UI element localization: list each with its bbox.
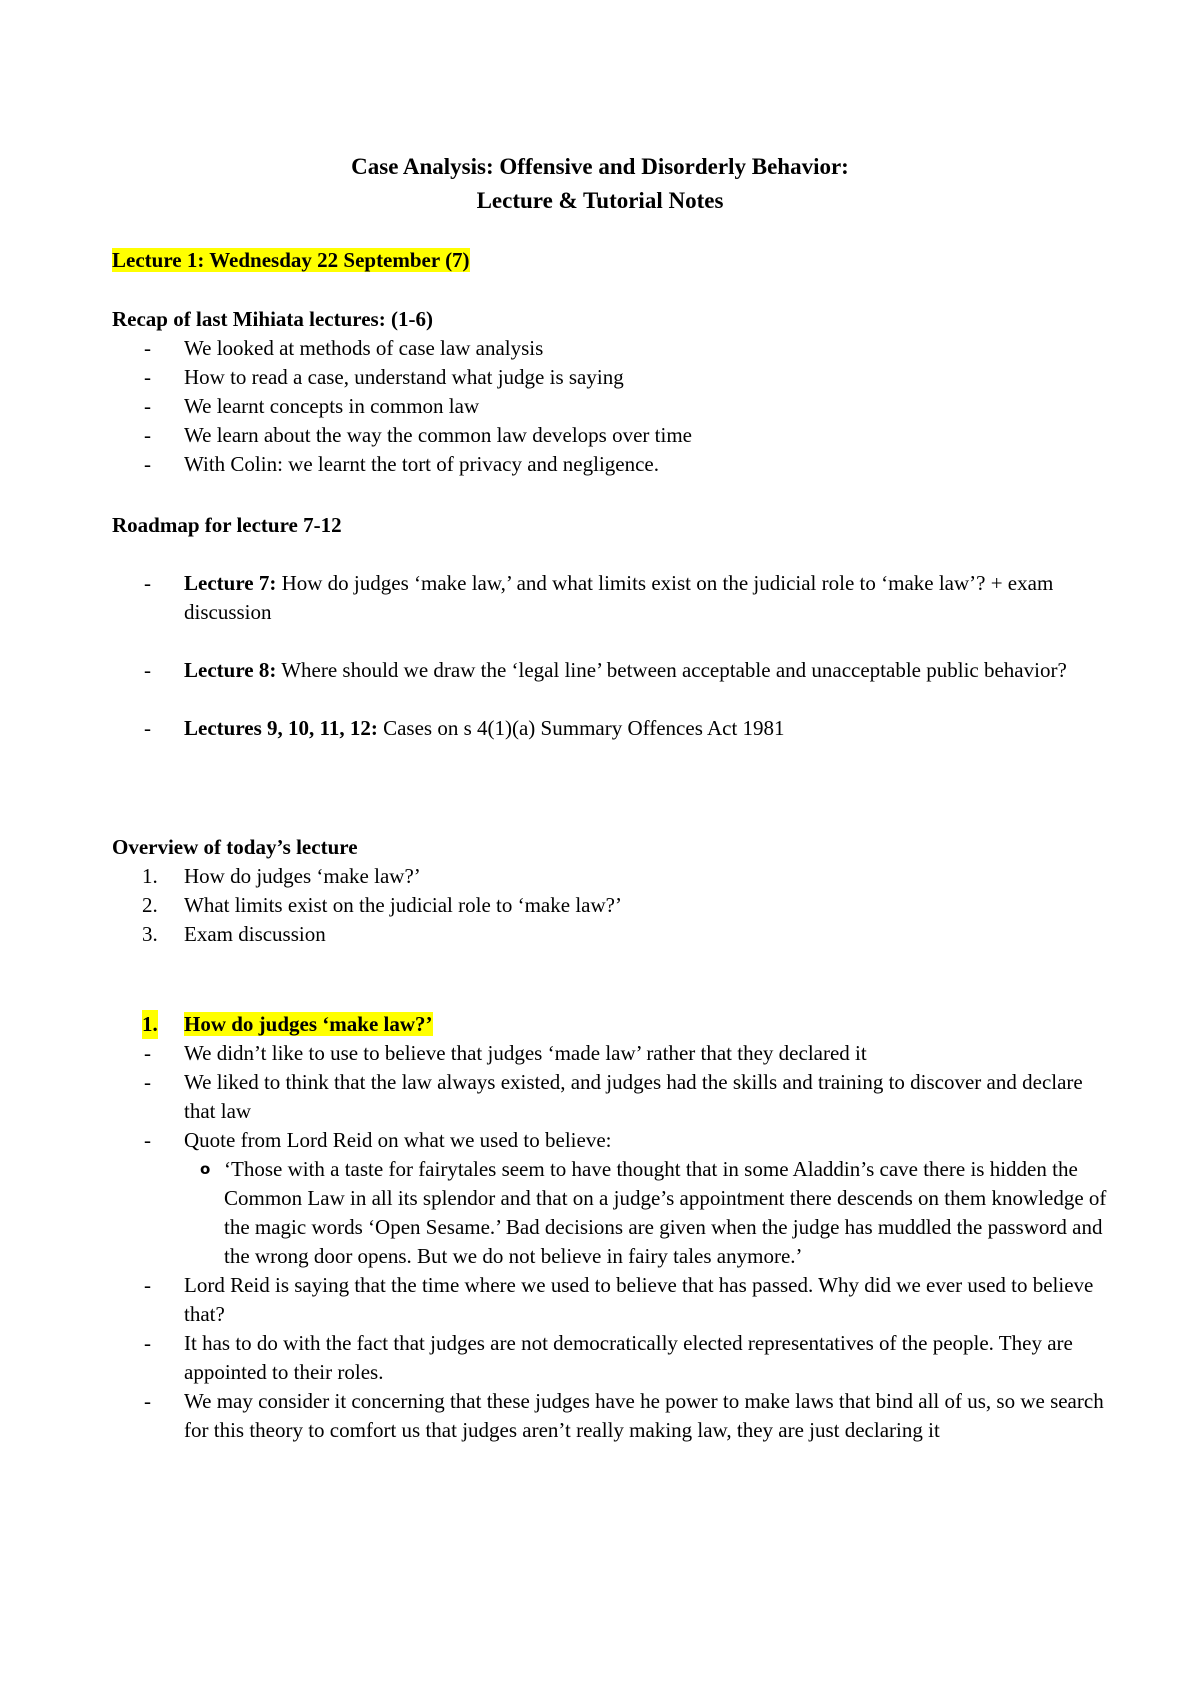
lecture-heading: Lecture 1: Wednesday 22 September (7)	[112, 248, 470, 272]
list-item: - We didn’t like to use to believe that judges ‘made law’ rather that they declared it	[112, 1039, 1112, 1068]
roadmap-section	[112, 511, 1112, 743]
document-title-line-1: Case Analysis: Offensive and Disorderly Behavior:	[351, 154, 849, 179]
list-item: - Quote from Lord Reid on what we used to believe:	[112, 1126, 1112, 1155]
overview-heading: Overview of today’s lecture	[112, 835, 358, 859]
list-item: 2. What limits exist on the judicial role to ‘make law?’	[142, 893, 622, 917]
list-item: - How to read a case, understand what judge is saying	[112, 363, 1112, 392]
recap-section	[112, 305, 1112, 479]
bullet-dash: -	[144, 571, 151, 595]
list-item: - It has to do with the fact that judges are not democratically elected representatives of the people. They are appointed to their roles.	[144, 1331, 1073, 1384]
list-item: 1. How do judges ‘make law?’	[142, 864, 421, 888]
bullet-dash: -	[144, 423, 151, 447]
list-item: - Lecture 8: Where should we draw the ‘legal line’ between acceptable and unacceptable public behavior?	[112, 656, 1112, 685]
bullet-dash: -	[144, 452, 151, 476]
bullet-dash: -	[144, 716, 151, 740]
bullet-dash: -	[144, 1389, 151, 1413]
bullet-dash: -	[144, 1041, 151, 1065]
bullet-dash: -	[144, 1128, 151, 1152]
bullet-dash: -	[144, 365, 151, 389]
bullet-dash: -	[144, 1331, 151, 1355]
overview-section	[112, 833, 1112, 949]
quote-item	[112, 1155, 1112, 1271]
list-item: - Lecture 7: How do judges ‘make law,’ and what limits exist on the judicial role to ‘make law’? + exam discussion	[144, 571, 1054, 624]
bullet-dash: -	[144, 1273, 151, 1297]
list-item: 3. Exam discussion	[142, 922, 326, 946]
lord-reid-quote: ‘Those with a taste for fairytales seem to have thought that in some Aladdin’s cave there is hidden the Common Law in all its splendor and that on a judge’s appointment there descends on them knowledge of the magic words ‘Open Sesame.’ Bad decisions are given when the judge has muddled the password and the wrong door opens. But we do not believe in fairy tales anymore.’	[224, 1157, 1107, 1268]
circle-bullet-icon: o	[200, 1160, 211, 1178]
bullet-dash: -	[144, 336, 151, 360]
document-title-line-2: Lecture & Tutorial Notes	[476, 188, 724, 213]
list-item: - With Colin: we learnt the tort of privacy and negligence.	[112, 450, 1112, 479]
list-item: - We learn about the way the common law develops over time	[112, 421, 1112, 450]
bullet-dash: -	[144, 1070, 151, 1094]
list-item: - We liked to think that the law always existed, and judges had the skills and training to discover and declare that law	[144, 1070, 1083, 1123]
recap-heading: Recap of last Mihiata lectures: (1-6)	[112, 307, 433, 331]
list-item: - Lord Reid is saying that the time where we used to believe that has passed. Why did we ever used to believe that?	[144, 1273, 1094, 1326]
section-1-heading: 1. How do judges ‘make law?’	[112, 1010, 1112, 1039]
lecture-heading-block	[112, 246, 470, 275]
list-item: - We may consider it concerning that these judges have he power to make laws that bind all of us, so we search for this theory to comfort us that judges aren’t really making law, they are just declaring it	[144, 1389, 1104, 1442]
roadmap-heading: Roadmap for lecture 7-12	[112, 513, 342, 537]
bullet-dash: -	[144, 658, 151, 682]
list-item: - We learnt concepts in common law	[112, 392, 1112, 421]
bullet-dash: -	[144, 394, 151, 418]
section-1	[112, 1010, 1112, 1445]
list-item: - Lectures 9, 10, 11, 12: Cases on s 4(1)(a) Summary Offences Act 1981	[112, 714, 1112, 743]
list-item: - We looked at methods of case law analysis	[112, 334, 1112, 363]
